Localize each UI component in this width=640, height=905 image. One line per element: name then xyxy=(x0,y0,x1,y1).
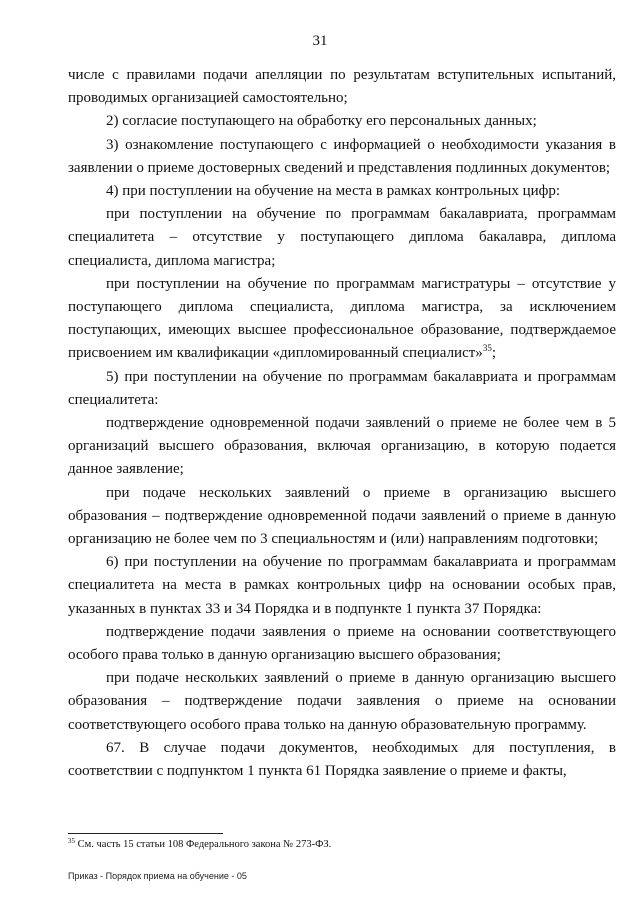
paragraph-10: 6) при поступлении на обучение по программам бакалавриата и программам специалитета на места в рамках контрольных цифр на основании особых прав, указанных в пунктах 33 и 34 Порядка и в подпункте 1 пункта 37 Порядка: xyxy=(68,554,616,617)
paragraph-11: подтверждение подачи заявления о приеме на основании соответствующего особого права только в данную организацию высшего образования; xyxy=(68,623,616,664)
paragraph-3: 3) ознакомление поступающего с информацией о необходимости указания в заявлении о приеме достоверных сведений и представления подлинных документов; xyxy=(68,136,616,176)
paragraph-13: 67. В случае подачи документов, необходимых для поступления, в соответствии с подпунктом 1 пункта 61 Порядка заявление о приеме и факты, xyxy=(68,739,616,780)
footnote-text: См. часть 15 статьи 108 Федерального закона № 273-ФЗ. xyxy=(77,839,332,850)
paragraph-1: числе с правилами подачи апелляции по результатам вступительных испытаний, проводимых организацией самостоятельно; xyxy=(68,67,616,107)
paragraph-6 xyxy=(68,273,616,366)
footnote-number: 35 xyxy=(68,837,75,845)
paragraph-12: при подаче нескольких заявлений о приеме в данную организацию высшего образования – подтверждение подачи заявления о приеме на основании соответствующего особого права только на данную образовательную программу. xyxy=(68,670,616,733)
paragraph-9: при подаче нескольких заявлений о приеме в организацию высшего образования – подтверждение одновременной подачи заявлений о приеме в данную организацию не более чем по 3 специальностям и (или) направлениям подготовки; xyxy=(68,484,616,548)
page-number: 31 xyxy=(312,33,328,49)
paragraph-5: при поступлении на обучение по программам бакалавриата, программам специалитета – отсутствие у поступающего диплома бакалавра, диплома специалиста, диплома магистра; xyxy=(68,206,616,269)
paragraph-2: 2) согласие поступающего на обработку его персональных данных; xyxy=(106,113,537,130)
footnote xyxy=(68,838,616,851)
paragraph-6-text: при поступлении на обучение по программам магистратуры – отсутствие у поступающего диплома специалиста, диплома магистра, за исключением поступающих, имеющих высшее профессиональное образование, подтверждаемое присвоением им квалификации «дипломированный специалист» xyxy=(68,275,616,362)
paragraph-6-tail: ; xyxy=(491,345,496,362)
paragraph-4: 4) при поступлении на обучение на места в рамках контрольных цифр: xyxy=(106,183,561,200)
document-body xyxy=(68,64,616,783)
paragraph-7: 5) при поступлении на обучение по программам бакалавриата и программам специалитета: xyxy=(68,368,616,408)
footnote-reference[interactable]: 35 xyxy=(482,343,492,354)
footnote-divider xyxy=(68,833,223,834)
paragraph-8: подтверждение одновременной подачи заявлений о приеме не более чем в 5 организаций высшего образования, включая организацию, в которую подается данное заявление; xyxy=(68,415,616,478)
page-footer: Приказ - Порядок приема на обучение - 05 xyxy=(68,871,247,881)
